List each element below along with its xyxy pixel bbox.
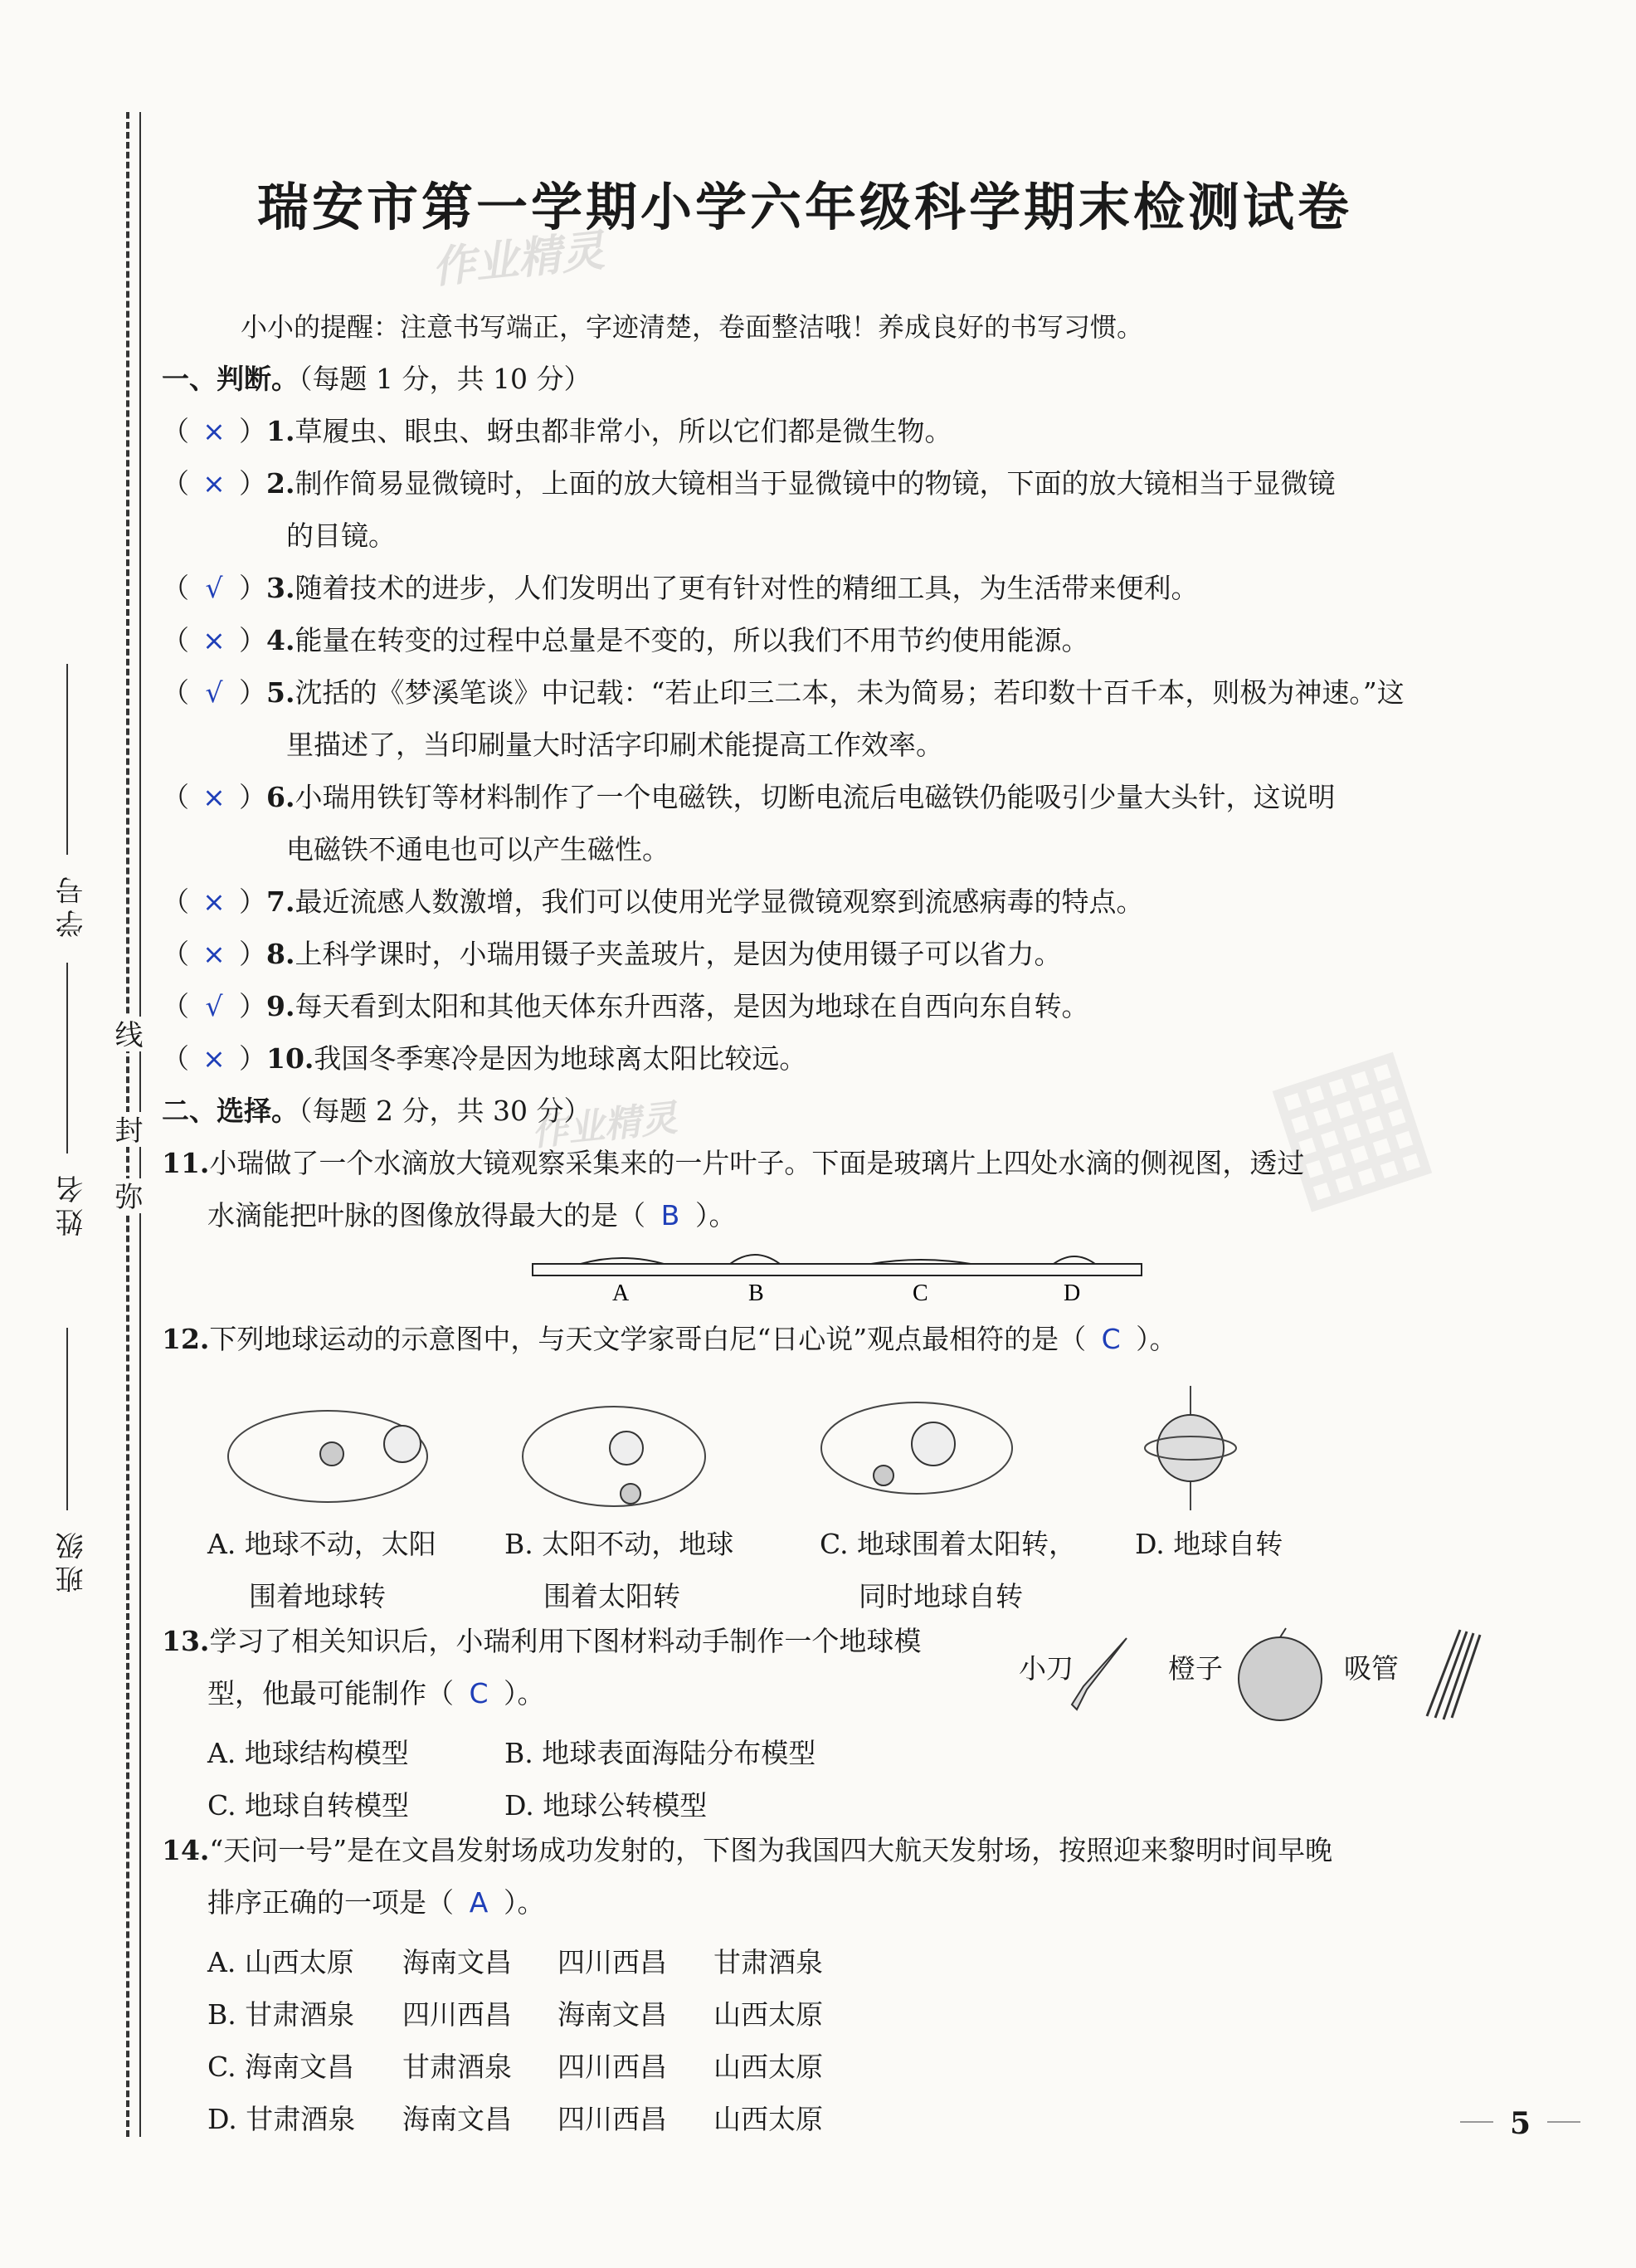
q12-answer: C — [1101, 1323, 1121, 1355]
judge-answer: × — [202, 781, 226, 813]
q12-option-b-cont: 围着太阳转 — [543, 1580, 680, 1612]
judge-item-cont: 的目镜。 — [286, 519, 396, 552]
q14-line2: 排序正确的一项是（ A ）。 — [207, 1886, 545, 1919]
section2-rule: （每题 2 分，共 30 分） — [299, 1095, 592, 1127]
q12-option-a: A. 地球不动，太阳 — [207, 1528, 436, 1560]
sun-icon — [610, 1432, 643, 1465]
q12-line: 12.下列地球运动的示意图中，与天文学家哥白尼“日心说”观点最相符的是（ C ）。 — [162, 1323, 1177, 1355]
sun-icon — [912, 1422, 955, 1466]
judge-answer: × — [202, 1042, 226, 1075]
q11-line2: 水滴能把叶脉的图像放得最大的是（ B ）。 — [207, 1199, 737, 1232]
seal-char-2: 封 — [106, 1112, 147, 1147]
seal-char-1: 弥 — [106, 1178, 147, 1213]
section1-rule: （每题 1 分，共 10 分） — [299, 363, 592, 395]
q12-option-c: C. 地球围着太阳转， — [820, 1528, 1077, 1560]
q13-option-a: A. 地球结构模型 — [207, 1737, 409, 1769]
q12-option-c-cont: 同时地球自转 — [859, 1580, 1023, 1612]
page-number-dash-left — [1460, 2121, 1493, 2123]
number-blank[interactable] — [66, 664, 68, 855]
earth-icon — [621, 1484, 640, 1504]
watermark: 作业精灵 — [429, 225, 607, 294]
judge-item: （ √ ）5.沈括的《梦溪笔谈》中记载：“若止印三二本，未为简易；若印数十百千本，则极为神速。”这 — [162, 676, 1405, 709]
diagram-c — [821, 1402, 1012, 1494]
judge-item: （ × ）6.小瑞用铁钉等材料制作了一个电磁铁，切断电流后电磁铁仍能吸引少量大头针，这说明 — [162, 781, 1336, 813]
watermark: 作业精灵 — [529, 1096, 679, 1155]
q13-option-c: C. 地球自转模型 — [207, 1789, 410, 1822]
judge-item: （ × ）4.能量在转变的过程中总量是不变的，所以我们不用节约使用能源。 — [162, 624, 1089, 656]
material-straw-label: 吸管 — [1344, 1652, 1399, 1685]
page-number-dash-right — [1547, 2121, 1580, 2123]
q13-option-b: B. 地球表面海陆分布模型 — [504, 1737, 816, 1769]
name-blank[interactable] — [66, 963, 68, 1154]
glass-slide — [533, 1264, 1142, 1275]
binding-margin — [0, 0, 158, 2268]
seal-char-3: 线 — [106, 1017, 147, 1051]
judge-item: （ √ ）3.随着技术的进步，人们发明出了更有针对性的精细工具，为生活带来便利。 — [162, 572, 1199, 604]
drop-label: C — [913, 1280, 928, 1306]
drop-label: D — [1064, 1280, 1081, 1306]
orange-icon — [1228, 1625, 1336, 1724]
judge-answer: √ — [205, 572, 223, 604]
name-label: 姓名 — [56, 1170, 89, 1236]
drop-b — [730, 1255, 780, 1264]
judge-item: （ × ）8.上科学课时，小瑞用镊子夹盖玻片，是因为使用镊子可以省力。 — [162, 938, 1062, 970]
page-number: 5 — [1510, 2106, 1531, 2141]
class-label: 班级 — [56, 1527, 89, 1593]
q11-answer: B — [660, 1199, 680, 1232]
material-knife-label: 小刀 — [1019, 1652, 1074, 1685]
judge-answer: × — [202, 624, 226, 656]
q14-line1: 14.“天问一号”是在文昌发射场成功发射的，下图为我国四大航天发射场，按照迎来黎明时间早晚 — [162, 1834, 1333, 1866]
writing-tip: 小小的提醒：注意书写端正，字迹清楚，卷面整洁哦！养成良好的书写习惯。 — [241, 311, 1144, 343]
judge-answer: √ — [205, 676, 223, 709]
q11-line1: 11.小瑞做了一个水滴放大镜观察采集来的一片叶子。下面是玻璃片上四处水滴的侧视图，透过 — [162, 1147, 1305, 1179]
section1-title: 一、判断。 — [162, 363, 299, 395]
judge-answer: × — [202, 938, 226, 970]
q12-option-d: D. 地球自转 — [1135, 1528, 1283, 1560]
section2-header — [162, 1095, 592, 1127]
water-drop-diagram — [531, 1249, 1145, 1307]
judge-item: （ × ）7.最近流感人数激增，我们可以使用光学显微镜观察到流感病毒的特点。 — [162, 885, 1144, 918]
diagram-a — [228, 1411, 427, 1502]
q13-line1: 13.学习了相关知识后，小瑞利用下图材料动手制作一个地球模 — [162, 1625, 922, 1657]
earth-icon — [1157, 1415, 1224, 1481]
material-orange-label: 橙子 — [1168, 1652, 1223, 1685]
earth-motion-diagrams — [212, 1378, 1290, 1527]
q13-answer: C — [469, 1677, 489, 1710]
judge-answer: × — [202, 885, 226, 918]
page-title: 瑞安市第一学期小学六年级科学期末检测试卷 — [257, 177, 1353, 237]
knife-icon — [1062, 1633, 1137, 1716]
drop-a — [581, 1258, 664, 1264]
section1-header — [162, 365, 591, 393]
judge-item-cont: 里描述了，当印刷量大时活字印刷术能提高工作效率。 — [286, 729, 943, 761]
drop-label: A — [612, 1280, 630, 1306]
judge-item: （ × ）10.我国冬季寒冷是因为地球离太阳比较远。 — [162, 1042, 807, 1075]
section2-title: 二、选择。 — [162, 1095, 299, 1127]
judge-item: （ × ）2.制作简易显微镜时，上面的放大镜相当于显微镜中的物镜，下面的放大镜相当于显微镜 — [162, 467, 1336, 500]
q14-answer: A — [469, 1886, 489, 1919]
class-blank[interactable] — [66, 1328, 68, 1510]
diagram-b — [523, 1407, 705, 1506]
q12-option-a-cont: 围着地球转 — [249, 1580, 386, 1612]
number-label: 学号 — [56, 871, 89, 938]
watermark-shape: ▦ — [1243, 1001, 1453, 1236]
q13-option-d: D. 地球公转模型 — [504, 1789, 708, 1822]
drop-label: B — [748, 1280, 764, 1306]
judge-item-cont: 电磁铁不通电也可以产生磁性。 — [286, 833, 669, 866]
straws-icon — [1410, 1625, 1485, 1724]
judge-answer: × — [202, 415, 226, 447]
judge-answer: √ — [205, 990, 223, 1022]
sun-icon — [384, 1426, 421, 1462]
earth-icon — [320, 1442, 343, 1466]
q13-line2: 型，他最可能制作（ C ）。 — [207, 1677, 545, 1710]
q12-option-b: B. 太阳不动，地球 — [504, 1528, 734, 1560]
judge-item: （ × ）1.草履虫、眼虫、蚜虫都非常小，所以它们都是微生物。 — [162, 415, 952, 447]
earth-icon — [874, 1466, 893, 1485]
judge-item: （ √ ）9.每天看到太阳和其他天体东升西落，是因为地球在自西向东自转。 — [162, 990, 1089, 1022]
judge-answer: × — [202, 467, 226, 500]
drop-d — [1054, 1256, 1095, 1264]
diagram-d — [1145, 1386, 1236, 1510]
